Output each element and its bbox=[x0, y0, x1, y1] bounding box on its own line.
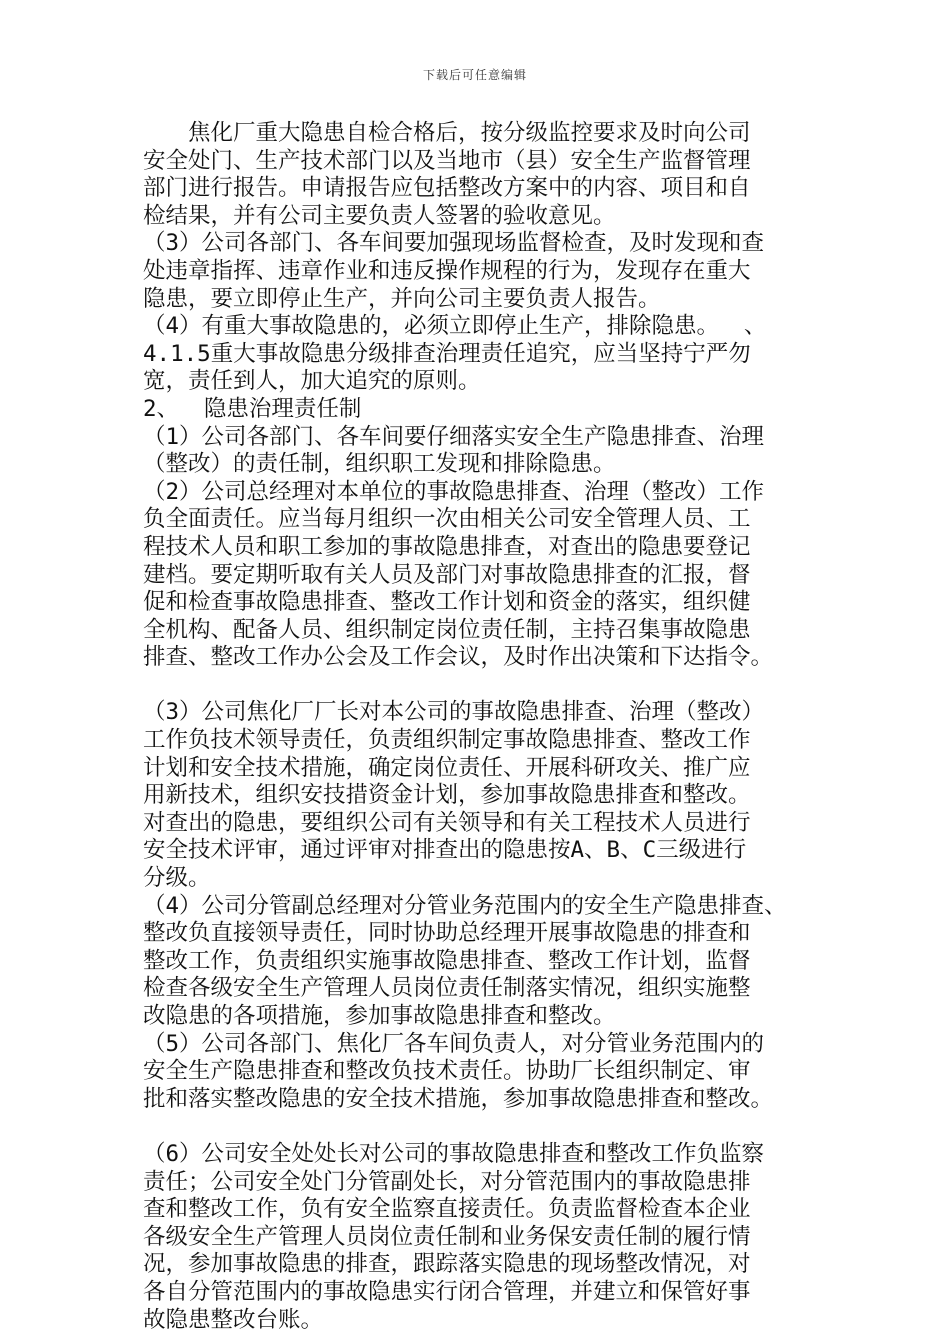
text-line: 安全处门、生产技术部门以及当地市（县）安全生产监督管理 bbox=[143, 147, 751, 174]
text-line: 安全生产隐患排查和整改负技术责任。协助厂长组织制定、审 bbox=[143, 1058, 751, 1085]
text-line: 程技术人员和职工参加的事故隐患排查，对查出的隐患要登记 bbox=[143, 533, 751, 560]
text-line: 促和检查事故隐患排查、整改工作计划和资金的落实，组织健 bbox=[143, 589, 751, 616]
page-header: 下载后可任意编辑 bbox=[422, 68, 527, 82]
text-line: 批和落实整改隐患的安全技术措施，参加事故隐患排查和整改。 bbox=[143, 1085, 774, 1112]
text-line: 部门进行报告。申请报告应包括整改方案中的内容、项目和自 bbox=[143, 175, 751, 202]
text-line: 4.1.5重大事故隐患分级排查治理责任追究，应当坚持宁严勿 bbox=[143, 340, 751, 367]
text-line: （5）公司各部门、焦化厂各车间负责人，对分管业务范围内的 bbox=[143, 1030, 765, 1057]
text-line: 检查各级安全生产管理人员岗位责任制落实情况，组织实施整 bbox=[143, 975, 751, 1002]
text-line: （4）有重大事故隐患的，必须立即停止生产，排除隐患。 、 bbox=[143, 313, 767, 340]
text-line: 各自分管范围内的事故隐患实行闭合管理，并建立和保管好事 bbox=[143, 1278, 751, 1305]
text-line: 全机构、配备人员、组织制定岗位责任制，主持召集事故隐患 bbox=[143, 616, 751, 643]
text-line: 责任；公司安全处门分管副处长，对分管范围内的事故隐患排 bbox=[143, 1168, 751, 1195]
text-line: 焦化厂重大隐患自检合格后，按分级监控要求及时向公司 bbox=[143, 120, 751, 146]
text-line: 各级安全生产管理人员岗位责任制和业务保安责任制的履行情 bbox=[143, 1223, 751, 1250]
text-line: 负全面责任。应当每月组织一次由相关公司安全管理人员、工 bbox=[143, 506, 751, 533]
text-line: 整改负直接领导责任，同时协助总经理开展事故隐患的排查和 bbox=[143, 920, 751, 947]
text-line: （1）公司各部门、各车间要仔细落实安全生产隐患排查、治理 bbox=[143, 423, 765, 450]
text-line: 分级。 bbox=[143, 865, 211, 892]
text-line: 用新技术，组织安技措资金计划，参加事故隐患排查和整改。 bbox=[143, 782, 751, 809]
text-line: 隐患，要立即停止生产，并向公司主要负责人报告。 bbox=[143, 285, 661, 312]
text-line: （3）公司各部门、各车间要加强现场监督检查，及时发现和查 bbox=[143, 230, 765, 257]
blank-line bbox=[143, 1113, 833, 1141]
text-line: 建档。要定期听取有关人员及部门对事故隐患排查的汇报，督 bbox=[143, 561, 751, 588]
text-line: 安全技术评审，通过评审对排查出的隐患按A、B、C三级进行 bbox=[143, 837, 747, 864]
text-line: （3）公司焦化厂厂长对本公司的事故隐患排查、治理（整改） bbox=[143, 699, 765, 726]
text-line: 查和整改工作，负有安全监察直接责任。负责监督检查本企业 bbox=[143, 1196, 751, 1223]
text-line: 处违章指挥、违章作业和违反操作规程的行为，发现存在重大 bbox=[143, 257, 751, 284]
text-line: 排查、整改工作办公会及工作会议，及时作出决策和下达指令。 bbox=[143, 644, 774, 671]
text-line: 整改工作，负责组织实施事故隐患排查、整改工作计划，监督 bbox=[143, 947, 751, 974]
text-line: 2、 隐患治理责任制 bbox=[143, 395, 362, 422]
text-line: 工作负技术领导责任，负责组织制定事故隐患排查、整改工作 bbox=[143, 727, 751, 754]
text-line: 对查出的隐患，要组织公司有关领导和有关工程技术人员进行 bbox=[143, 809, 751, 836]
text-line: （2）公司总经理对本单位的事故隐患排查、治理（整改）工作 bbox=[143, 478, 765, 505]
text-line: 计划和安全技术措施，确定岗位责任、开展科研攻关、推广应 bbox=[143, 754, 751, 781]
text-line: 检结果，并有公司主要负责人签署的验收意见。 bbox=[143, 202, 616, 229]
document-body bbox=[143, 120, 833, 1334]
text-line: 宽，责任到人，加大追究的原则。 bbox=[143, 368, 481, 395]
text-line: 故隐患整改台账。 bbox=[143, 1306, 324, 1333]
text-line: 改隐患的各项措施，参加事故隐患排查和整改。 bbox=[143, 1003, 616, 1029]
text-line: 况，参加事故隐患的排查，跟踪落实隐患的现场整改情况，对 bbox=[143, 1251, 751, 1278]
text-line: （整改）的责任制，组织职工发现和排除隐患。 bbox=[143, 451, 616, 478]
blank-line bbox=[143, 672, 833, 700]
text-line: （6）公司安全处处长对公司的事故隐患排查和整改工作负监察 bbox=[143, 1140, 765, 1167]
text-line: （4）公司分管副总经理对分管业务范围内的安全生产隐患排查、 bbox=[143, 892, 787, 919]
